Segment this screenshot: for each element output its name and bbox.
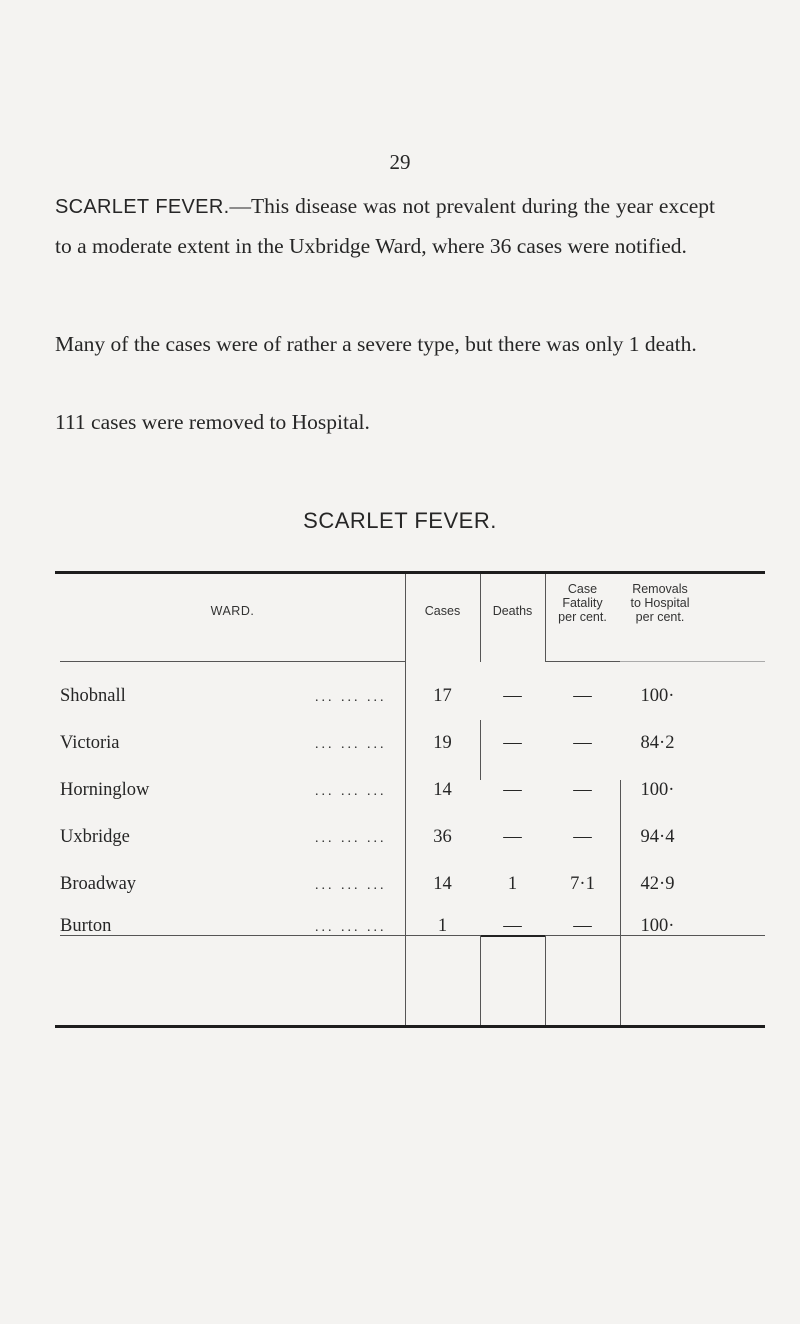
header-ward: WARD. xyxy=(210,604,255,618)
column-divider xyxy=(480,935,481,1025)
header-underline xyxy=(60,661,405,662)
removals-paragraph: 111 cases were removed to Hospital. xyxy=(55,410,370,434)
header-cases: Cases xyxy=(424,604,461,618)
scarlet-fever-heading: SCARLET FEVER. xyxy=(55,196,230,218)
table-top-rule xyxy=(55,571,765,574)
column-divider xyxy=(480,574,481,662)
header-underline xyxy=(545,661,620,662)
header-removals: Removals to Hospital per cent. xyxy=(630,582,690,624)
scarlet-fever-paragraph xyxy=(55,187,715,266)
header-deaths: Deaths xyxy=(492,604,533,618)
header-case-fatality: Case Fatality per cent. xyxy=(558,582,607,624)
column-divider xyxy=(545,935,546,1025)
table-title: SCARLET FEVER. xyxy=(303,508,497,533)
header-underline xyxy=(620,661,765,662)
page-number: 29 xyxy=(389,150,411,174)
scarlet-fever-text: —This disease was not prevalent during the year except to a moderate extent in the Uxbridge Ward, where 36 cases were notified. xyxy=(55,194,715,258)
severity-paragraph: Many of the cases were of rather a severe type, but there was only 1 death. xyxy=(55,332,697,356)
table-bottom-rule xyxy=(55,1025,765,1028)
column-divider xyxy=(620,780,621,1025)
